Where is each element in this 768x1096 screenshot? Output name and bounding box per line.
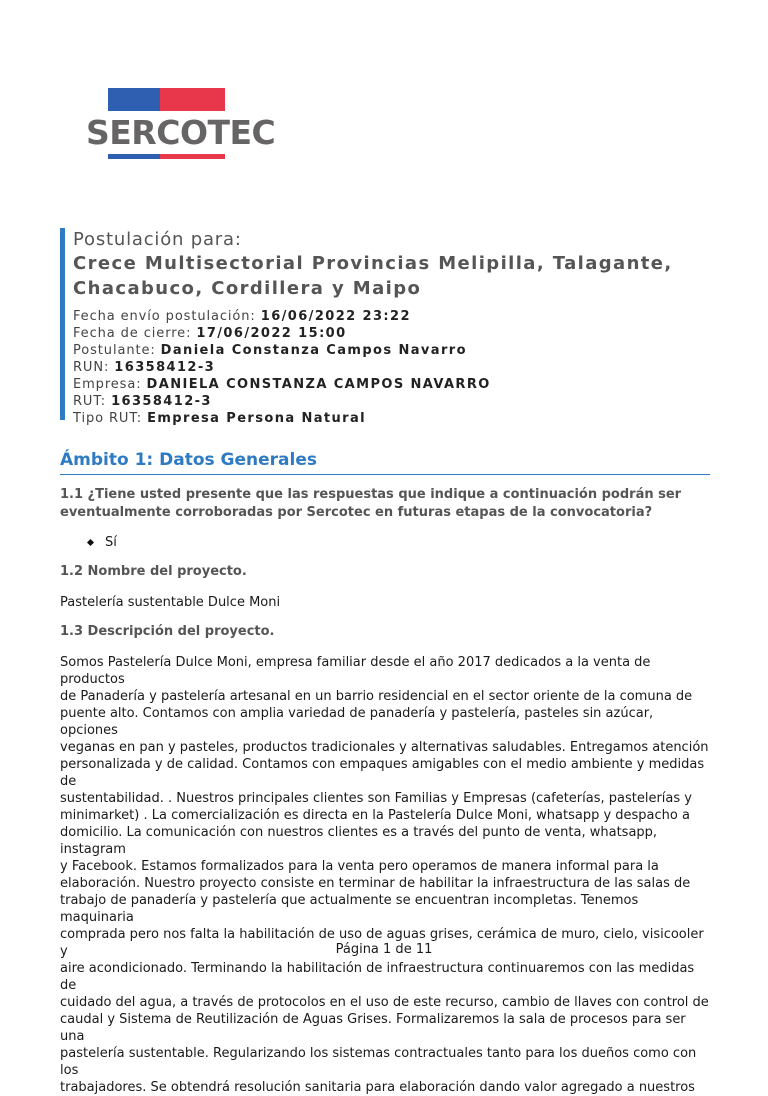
meta-submission-date: Fecha envío postulación: 16/06/2022 23:22 bbox=[73, 309, 411, 324]
logo-red-bar bbox=[160, 88, 225, 111]
program-title-line-2: Chacabuco, Cordillera y Maipo bbox=[73, 278, 422, 299]
meta-run: RUN: 16358412-3 bbox=[73, 360, 216, 375]
answer-1-3: Somos Pastelería Dulce Moni, empresa familiar desde el año 2017 dedicados a la venta de productos de Panadería y pastelería artesanal en un barrio residencial en el sector oriente de la comuna de puente alto. Contamos con amplia variedad de panadería y pastelería, pasteles sin azúcar, opciones veganas en pan y pasteles, productos tradicionales y alternativas saludables. Entregamos atención personalizada y de calidad. Contamos con empaques amigables con el medio ambiente y medidas de sustentabilidad. . Nuestros principales clientes son Familias y Empresas (cafeterías, pastelerías y minimarket) . La comercialización es directa en la Pastelería Dulce Moni, whatsapp y despacho a domicilio. La comunicación con nuestros clientes es a través del punto de venta, whatsapp, instagram y Facebook. Estamos formalizados para la venta pero operamos de manera informal para la elaboración. Nuestro proyecto consiste en terminar de habilitar la infraestructura de las salas de trabajo de panadería y pastelería que actualmente se encuentran incompletas. Tenemos maquinaria comprada pero nos falta la habilitación de uso de aguas grises, cerámica de muro, cielo, visicooler y aire acondicionado. Terminando la habilitación de infraestructura continuaremos con las medidas de cuidado del agua, a través de protocolos en el uso de este recurso, cambio de llaves con control de caudal y Sistema de Reutilización de Aguas Grises. Formalizaremos la sala de procesos para ser una pastelería sustentable. Regularizando los sistemas contractuales tanto para los dueños como con los trabajadores. Se obtendrá resolución sanitaria para elaboración dando valor agregado a nuestros bbox=[60, 655, 709, 1095]
meta-company: Empresa: DANIELA CONSTANZA CAMPOS NAVARRO bbox=[73, 377, 491, 392]
logo-blue-bar bbox=[108, 88, 160, 111]
program-title-line-1: Crece Multisectorial Provincias Melipilla, Talagante, bbox=[73, 253, 673, 274]
page-number: Página 1 de 11 bbox=[335, 942, 433, 957]
bullet-icon bbox=[87, 539, 94, 546]
answer-1-1: Sí bbox=[88, 535, 117, 550]
meta-rut-type: Tipo RUT: Empresa Persona Natural bbox=[73, 411, 367, 426]
section-title: Ámbito 1: Datos Generales bbox=[60, 450, 710, 475]
logo-wordmark: SERCOTEC bbox=[86, 113, 276, 152]
application-metadata bbox=[73, 308, 723, 427]
sercotec-logo bbox=[86, 88, 276, 164]
question-1-2: 1.2 Nombre del proyecto. bbox=[60, 564, 247, 579]
question-1-3: 1.3 Descripción del proyecto. bbox=[60, 624, 275, 639]
application-header bbox=[60, 228, 723, 426]
question-1-1: 1.1 ¿Tiene usted presente que las respuestas que indique a continuación podrán ser eventualmente corroboradas por Sercotec en futuras etapas de la convocatoria? bbox=[60, 487, 682, 520]
meta-applicant: Postulante: Daniela Constanza Campos Navarro bbox=[73, 343, 467, 358]
intro-label: Postulación para: bbox=[73, 229, 242, 250]
meta-rut: RUT: 16358412-3 bbox=[73, 394, 212, 409]
answer-1-2: Pastelería sustentable Dulce Moni bbox=[60, 595, 281, 610]
logo-red-underline bbox=[160, 154, 225, 159]
logo-blue-underline bbox=[108, 154, 160, 159]
meta-closing-date: Fecha de cierre: 17/06/2022 15:00 bbox=[73, 326, 347, 341]
